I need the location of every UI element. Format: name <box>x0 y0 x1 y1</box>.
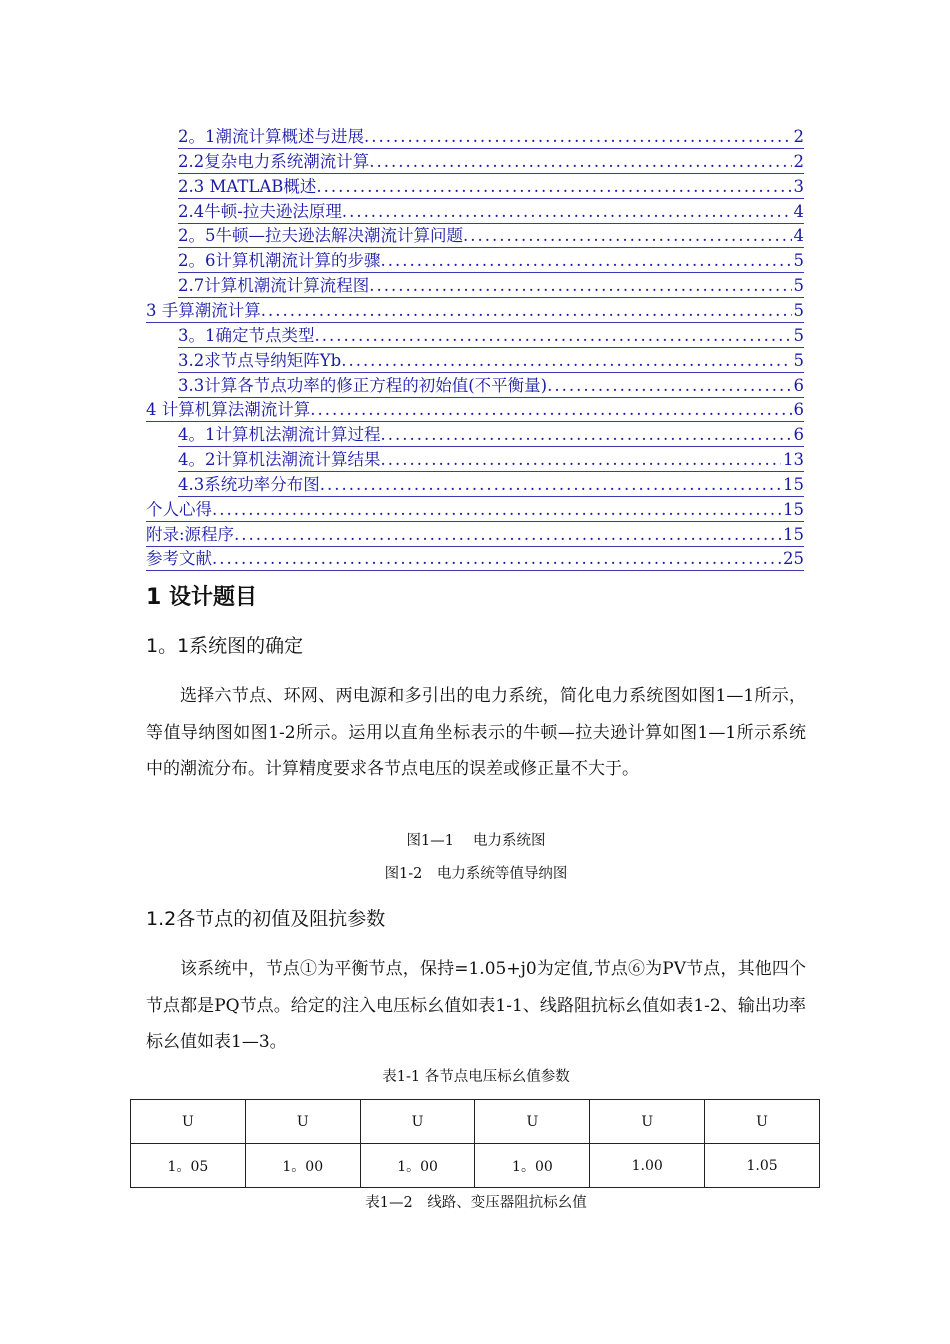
table-caption-1-2: 表1—2 线路、变压器阻抗标幺值 <box>365 1195 587 1211</box>
toc-entry[interactable] <box>178 349 804 373</box>
table-cell: U <box>360 1100 475 1144</box>
table-cell: 1。00 <box>245 1144 360 1188</box>
paragraph-node-params: 该系统中，节点①为平衡节点，保持=1.05+j0为定值,节点⑥为PV节点，其他四个节点都是PQ节点。给定的注入电压标幺值如表1-1、线路阻抗标幺值如表1-2、输出功率标幺值如表1—3。 <box>146 959 806 1052</box>
toc-entry-page: 6 <box>793 400 804 419</box>
toc-entry-label: 2.4牛顿-拉夫逊法原理 <box>178 202 342 221</box>
voltage-table <box>130 1099 820 1188</box>
toc-entry[interactable] <box>178 200 804 224</box>
subsection-heading-1-2: 1.2各节点的初值及阻抗参数 <box>146 908 386 930</box>
toc-entry[interactable] <box>178 473 804 497</box>
toc-entry-page: 5 <box>793 276 804 295</box>
toc-entry-page: 6 <box>793 376 804 395</box>
toc-entry-label: 4。1计算机法潮流计算过程 <box>178 425 381 444</box>
toc-entry[interactable] <box>146 523 804 547</box>
toc-entry-page: 5 <box>793 326 804 345</box>
toc-leader-dots <box>261 299 792 323</box>
toc-entry-page: 6 <box>793 425 804 444</box>
table-cell: 1。00 <box>475 1144 590 1188</box>
toc-leader-dots <box>463 224 792 248</box>
toc-entry-page: 15 <box>783 475 804 494</box>
table-cell: 1。05 <box>131 1144 246 1188</box>
toc-entry[interactable] <box>178 374 804 398</box>
toc-entry-label: 附录:源程序 <box>146 525 235 544</box>
toc-entry[interactable] <box>178 125 804 149</box>
toc-leader-dots <box>381 423 792 447</box>
table-cell: 1。00 <box>360 1144 475 1188</box>
toc-entry-label: 个人心得 <box>146 500 212 519</box>
toc-entry[interactable] <box>178 150 804 174</box>
toc-entry-page: 25 <box>783 549 804 568</box>
table-row <box>131 1144 820 1188</box>
toc-leader-dots <box>381 249 792 273</box>
toc-leader-dots <box>315 324 792 348</box>
toc-entry-label: 2。5牛顿—拉夫逊法解决潮流计算问题 <box>178 226 463 245</box>
figure-caption-1-1: 图1—1 电力系统图 <box>406 833 546 849</box>
toc-entry-page: 15 <box>783 500 804 519</box>
toc-leader-dots <box>364 125 792 149</box>
toc-entry[interactable] <box>178 423 804 447</box>
toc-entry[interactable] <box>178 249 804 273</box>
figure-caption-1-2: 图1-2 电力系统等值导纳图 <box>384 866 568 882</box>
toc-entry[interactable] <box>178 448 804 472</box>
subsection-heading-1-1: 1。1系统图的确定 <box>146 635 304 657</box>
toc-entry-label: 4。2计算机法潮流计算结果 <box>178 450 381 469</box>
toc-entry-page: 5 <box>793 251 804 270</box>
toc-entry-page: 4 <box>793 202 804 221</box>
toc-leader-dots <box>316 175 791 199</box>
toc-entry[interactable] <box>146 398 804 422</box>
toc-entry-label: 4.3系统功率分布图 <box>178 475 320 494</box>
toc-entry-label: 2.7计算机潮流计算流程图 <box>178 276 370 295</box>
toc-leader-dots <box>320 473 781 497</box>
toc-entry-page: 13 <box>783 450 804 469</box>
toc-entry-page: 5 <box>793 301 804 320</box>
toc-entry[interactable] <box>178 224 804 248</box>
toc-entry[interactable] <box>178 324 804 348</box>
toc-entry[interactable] <box>146 299 804 323</box>
toc-entry[interactable] <box>178 274 804 298</box>
toc-leader-dots <box>547 374 791 398</box>
toc-entry-page: 4 <box>793 226 804 245</box>
toc-entry-label: 2.3 MATLAB概述 <box>178 177 317 196</box>
table-cell: U <box>131 1100 246 1144</box>
toc-leader-dots <box>369 150 791 174</box>
toc-entry[interactable] <box>178 175 804 199</box>
toc-leader-dots <box>212 498 781 522</box>
toc-entry-page: 5 <box>793 351 804 370</box>
toc-entry[interactable] <box>146 498 804 522</box>
table-cell: U <box>705 1100 820 1144</box>
toc-entry-label: 2。1潮流计算概述与进展 <box>178 127 364 146</box>
table-cell: U <box>475 1100 590 1144</box>
toc-leader-dots <box>234 523 781 547</box>
table-header-row <box>131 1100 820 1144</box>
toc-leader-dots <box>369 274 791 298</box>
toc-entry-label: 参考文献 <box>146 549 212 568</box>
section-heading: 1 设计题目 <box>146 585 257 610</box>
table-cell: U <box>245 1100 360 1144</box>
toc-entry-label: 4 计算机算法潮流计算 <box>146 400 311 419</box>
toc-entry-page: 3 <box>793 177 804 196</box>
toc-leader-dots <box>212 547 781 571</box>
toc-entry[interactable] <box>146 547 804 571</box>
toc-entry-page: 15 <box>783 525 804 544</box>
toc-entry-label: 3 手算潮流计算 <box>146 301 261 320</box>
toc-leader-dots <box>341 349 791 373</box>
toc-leader-dots <box>310 398 791 422</box>
toc-leader-dots <box>342 200 792 224</box>
toc-entry-label: 2.2复杂电力系统潮流计算 <box>178 152 370 171</box>
toc-entry-page: 2 <box>793 127 804 146</box>
table-cell: U <box>590 1100 705 1144</box>
toc-entry-page: 2 <box>793 152 804 171</box>
toc-entry-label: 3。1确定节点类型 <box>178 326 315 345</box>
table-cell: 1.00 <box>590 1144 705 1188</box>
toc-leader-dots <box>381 448 782 472</box>
toc-entry-label: 3.2求节点导纳矩阵Yb <box>178 351 342 370</box>
toc-entry-label: 3.3计算各节点功率的修正方程的初始值(不平衡量) <box>178 376 548 395</box>
table-cell: 1.05 <box>705 1144 820 1188</box>
table-caption-1-1: 表1-1 各节点电压标幺值参数 <box>382 1069 570 1085</box>
toc-entry-label: 2。6计算机潮流计算的步骤 <box>178 251 381 270</box>
paragraph-system-diagram: 选择六节点、环网、两电源和多引出的电力系统，简化电力系统图如图1—1所示，等值导纳图如图1-2所示。运用以直角坐标表示的牛顿—拉夫逊计算如图1—1所示系统中的潮流分布。计算精度要求各节点电压的误差或修正量不大于。 <box>146 686 806 779</box>
